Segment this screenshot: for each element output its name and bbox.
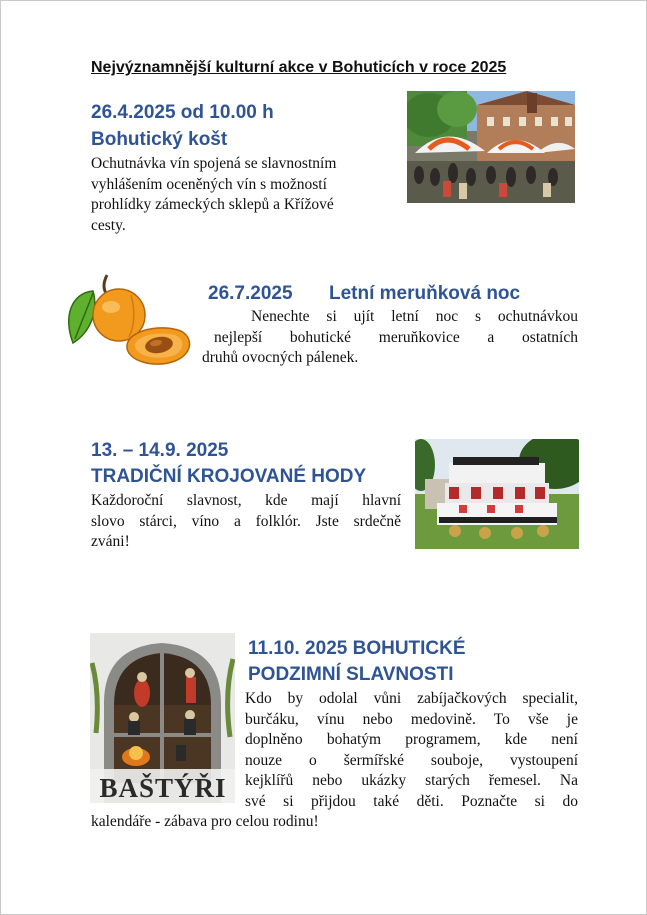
event4-desc-line: kejklířů nebo ukázky starých řemesel. Na: [245, 772, 578, 789]
event3-name: TRADIČNÍ KROJOVANÉ HODY: [91, 466, 367, 487]
event4-poster-bastyri: [90, 633, 235, 803]
poster-logo-text: BAŠTÝŘI: [99, 773, 227, 803]
event2-desc-line: nejlepší bohutické meruňkovice a ostatních: [214, 328, 578, 346]
event1-description: [91, 154, 401, 236]
event2-desc-line: druhů ovocných pálenek.: [202, 349, 359, 366]
event4-desc-line: Kdo by odolal vůni zabíjačkových specialit,: [245, 690, 578, 707]
event1-photo-wine-tasting: [407, 91, 575, 203]
event1-desc-line: vyhlášením oceněných vín s možností: [91, 175, 327, 193]
event4-desc-last-line: kalendáře - zábava pro celou rodinu!: [91, 813, 319, 830]
event3-photo-folk-costumes: [415, 439, 579, 549]
event3-desc-line: zváni!: [91, 533, 130, 550]
event4-desc-line: doplněno bohatým programem, kde není: [245, 731, 578, 748]
event2-date: 26.7.2025: [208, 283, 293, 304]
event1-desc-line: Ochutnávka vín spojená se slavnostním: [91, 155, 337, 172]
event1-date: 26.4.2025 od 10.00 h: [91, 102, 274, 123]
apricot-illustration: [63, 273, 205, 369]
event1-name: Bohutický košt: [91, 129, 228, 150]
event4-description: [245, 689, 578, 812]
event4-heading-line1: [248, 638, 466, 660]
event1-desc-line: prohlídky zámeckých sklepů a Křížové: [91, 196, 334, 213]
event4-desc-line: své si přijdou také děti. Poznačte si do: [245, 792, 578, 810]
event3-date: 13. – 14.9. 2025: [91, 440, 229, 461]
event2-description: [202, 307, 578, 369]
event4-date: 11.10. 2025: [248, 638, 348, 659]
event4-desc-line: burčáku, vínu nebo medovině. To vše je: [245, 710, 578, 728]
event4-name: BOHUTICKÉ: [352, 638, 466, 659]
event3-description: [91, 491, 401, 553]
event4-desc-line: nouze o šermířské souboje, vystoupení: [245, 751, 578, 769]
event3-desc-line: slovo stárci, víno a folklór. Jste srdečně: [91, 512, 401, 530]
event3-desc-line: Každoroční slavnost, kde mají hlavní: [91, 492, 401, 509]
event1-desc-line: cesty.: [91, 216, 126, 234]
event4-name-line2: PODZIMNÍ SLAVNOSTI: [248, 664, 454, 685]
event2-name: Letní meruňková noc: [329, 283, 521, 304]
document-title: Nejvýznamnější kulturní akce v Bohuticích v roce 2025: [91, 59, 507, 76]
event2-desc-line: Nenechte si ujít letní noc s ochutnávkou: [251, 308, 578, 325]
